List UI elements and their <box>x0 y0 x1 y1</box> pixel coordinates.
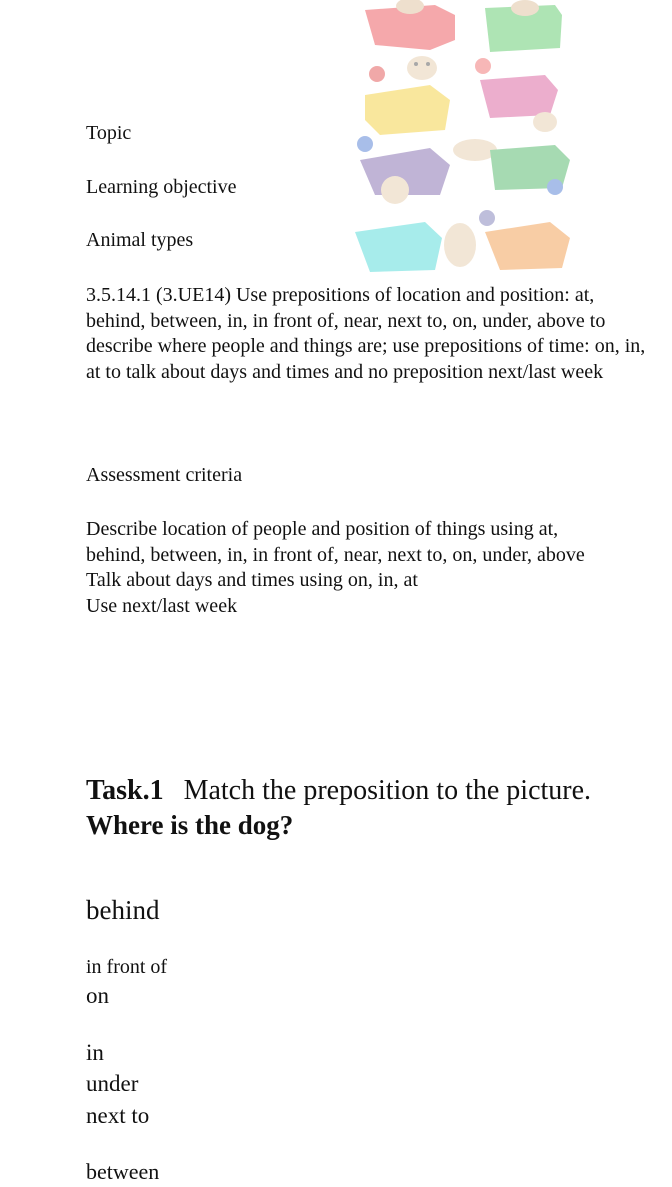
preposition-under: under <box>86 1071 139 1096</box>
task-heading <box>86 775 591 807</box>
criteria-line: behind, between, in, in front of, near, next to, on, under, above <box>86 543 585 566</box>
preposition-behind: behind <box>86 895 160 925</box>
preposition-next-to: next to <box>86 1103 150 1128</box>
number-badge-icon <box>369 66 385 82</box>
topic-value: Animal types <box>86 229 194 251</box>
task-question: Where is the dog? <box>86 810 294 840</box>
number-badge-icon <box>479 210 495 226</box>
box-yellow-icon <box>365 85 450 135</box>
task-number: Task.1 <box>86 775 164 806</box>
number-badge-icon <box>357 136 373 152</box>
preposition-between: between <box>86 1159 160 1184</box>
objective-text: 3.5.14.1 (3.UE14) Use prepositions of location and position: at, behind, between, in, in front of, near, next to, on, under, above to describe where people and things are; use prepositions of time: on, in, at to talk about days and times and no preposition next/last week <box>86 284 646 383</box>
assessment-criteria-label: Assessment criteria <box>86 464 243 486</box>
dog-in-boxes-illustration <box>350 0 580 280</box>
box-cyan-icon <box>355 222 442 272</box>
box-pink-icon <box>480 75 558 118</box>
box-orange-icon <box>485 222 570 270</box>
dog-icon <box>533 112 557 132</box>
assessment-criteria-list <box>86 517 585 619</box>
dog-icon <box>381 176 409 204</box>
preposition-in-front-of: in front of <box>86 956 168 978</box>
box-red-icon <box>365 0 455 50</box>
preposition-in: in <box>86 1040 104 1065</box>
box-green-icon <box>485 0 562 52</box>
preposition-on: on <box>86 983 109 1008</box>
criteria-line: Describe location of people and position of things using at, <box>86 518 559 540</box>
topic-label: Topic <box>86 122 132 144</box>
task-instruction: Match the preposition to the picture. <box>183 775 592 806</box>
criteria-line: Talk about days and times using on, in, at <box>86 569 418 591</box>
number-badge-icon <box>547 179 563 195</box>
number-badge-icon <box>475 58 491 74</box>
criteria-line: Use next/last week <box>86 594 238 617</box>
dog-icon <box>444 223 476 267</box>
learning-objective-label: Learning objective <box>86 176 237 198</box>
dog-icon <box>407 56 437 80</box>
